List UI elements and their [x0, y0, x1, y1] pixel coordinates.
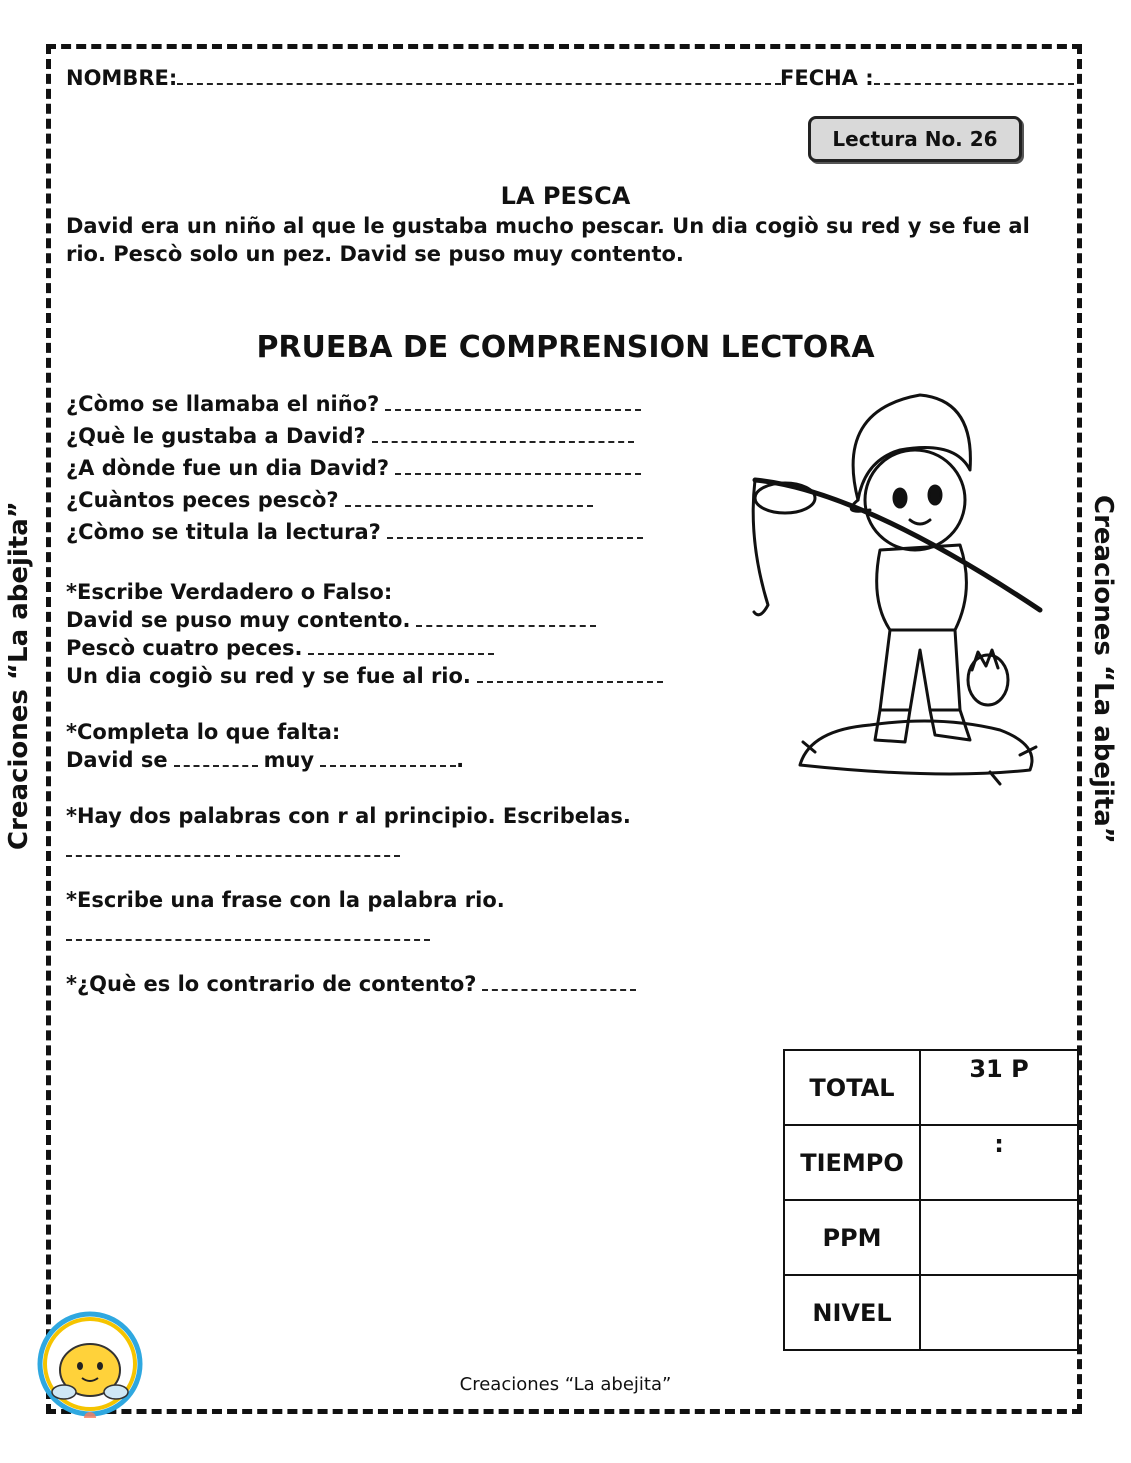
score-label: TIEMPO [784, 1125, 920, 1200]
overalls [880, 630, 960, 710]
table-row [784, 1125, 1078, 1200]
story-text: David era un niño al que le gustaba mucho pescar. Un dia cogiò su red y se fue al rio. Pescò solo un pez. David se puso muy contento. [66, 214, 1030, 266]
statement-text: Un dia cogiò su red y se fue al rio. [66, 664, 471, 688]
sentence-part: muy [263, 748, 315, 772]
question-text: ¿Cuàntos peces pescò? [66, 488, 339, 512]
sentence-instruction: *Escribe una frase con la palabra rio. [66, 888, 505, 912]
true-false-item-1 [66, 608, 596, 632]
statement-text: David se puso muy contento. [66, 608, 411, 632]
score-value [920, 1200, 1078, 1275]
question-text: *¿Què es lo contrario de contento? [66, 972, 477, 996]
answer-blank [477, 680, 663, 683]
question-5 [66, 520, 643, 544]
question-text: ¿Què le gustaba a David? [66, 424, 366, 448]
name-label: NOMBRE: [66, 66, 178, 90]
sentence-end: . [456, 748, 465, 772]
question-2 [66, 424, 634, 448]
test-title: PRUEBA DE COMPRENSION LECTORA [256, 330, 875, 365]
true-false-heading: *Escribe Verdadero o Falso: [66, 580, 393, 604]
table-row [784, 1275, 1078, 1350]
side-label-left: Creaciones “La abejita” [4, 501, 34, 850]
grass-patch [800, 721, 1032, 774]
answer-blank [308, 652, 494, 655]
sentence-part: David se [66, 748, 168, 772]
bee-logo [36, 1310, 144, 1418]
true-false-item-3 [66, 664, 663, 688]
date-field [780, 66, 1074, 90]
name-blank [177, 82, 781, 85]
name-field [66, 66, 781, 90]
score-value: 31 P [920, 1050, 1078, 1125]
score-label: PPM [784, 1200, 920, 1275]
reading-number-badge: Lectura No. 26 [808, 116, 1022, 162]
table-row [784, 1200, 1078, 1275]
footer-credit: Creaciones “La abejita” [459, 1374, 672, 1395]
complete-heading: *Completa lo que falta: [66, 720, 341, 744]
question-text: ¿A dònde fue un dia David? [66, 456, 390, 480]
date-label: FECHA : [780, 66, 874, 90]
answer-blank [385, 408, 641, 411]
cap [853, 395, 970, 500]
answer-blank [345, 504, 593, 507]
question-1 [66, 392, 641, 416]
table-row [784, 1050, 1078, 1125]
score-value: : [920, 1125, 1078, 1200]
sentence-blank [66, 926, 430, 945]
boots [875, 710, 970, 742]
true-false-item-2 [66, 636, 494, 660]
score-table [783, 1049, 1079, 1351]
side-label-right: Creaciones “La abejita” [1088, 495, 1118, 844]
answer-blank [387, 536, 643, 539]
answer-blank [395, 472, 641, 475]
answer-blank [174, 764, 258, 767]
answer-blank [372, 440, 634, 443]
story-title: LA PESCA [500, 182, 631, 210]
score-value [920, 1275, 1078, 1350]
rod-reel [755, 483, 815, 513]
date-blank [874, 82, 1074, 85]
score-label: NIVEL [784, 1275, 920, 1350]
question-4 [66, 488, 593, 512]
question-text: ¿Còmo se llamaba el niño? [66, 392, 380, 416]
complete-sentence [66, 748, 464, 772]
answer-blank [416, 624, 596, 627]
opposite-question [66, 972, 636, 996]
answer-blank [66, 938, 430, 941]
answer-blank [320, 764, 456, 767]
r-words-instruction: *Hay dos palabras con r al principio. Escribelas. [66, 804, 631, 828]
answer-blank [236, 854, 400, 857]
question-text: ¿Còmo se titula la lectura? [66, 520, 381, 544]
question-3 [66, 456, 641, 480]
r-words-blanks [66, 842, 400, 861]
answer-blank [482, 988, 636, 991]
answer-blank [66, 854, 230, 857]
boy-fishing-illustration [740, 380, 1070, 790]
statement-text: Pescò cuatro peces. [66, 636, 303, 660]
score-label: TOTAL [784, 1050, 920, 1125]
